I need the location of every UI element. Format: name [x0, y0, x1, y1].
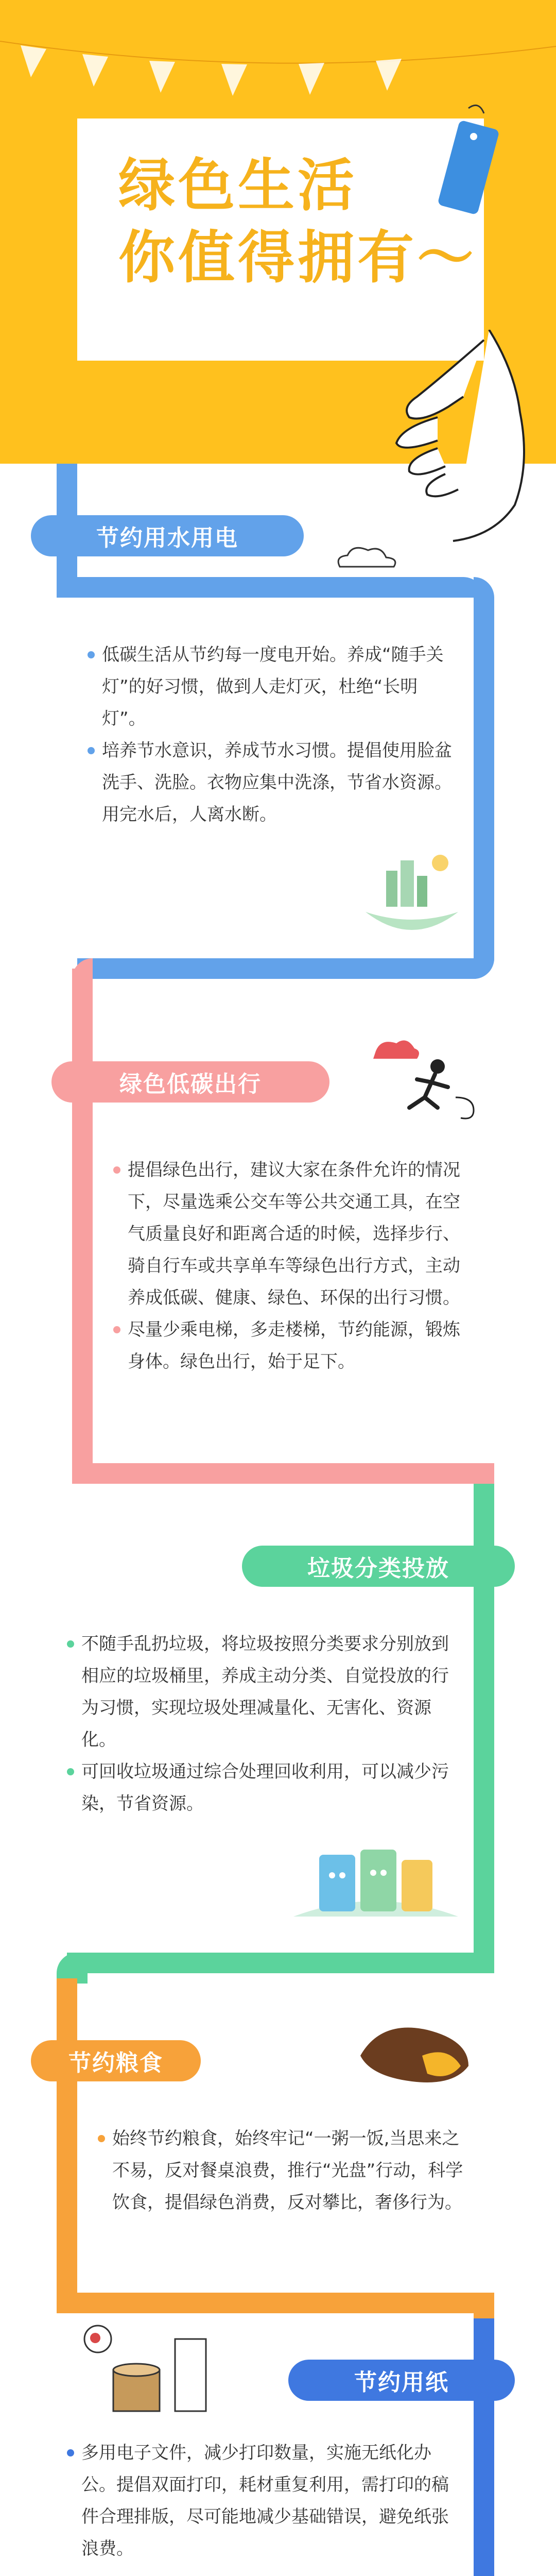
- section-5-label: 节约用纸: [288, 2360, 515, 2401]
- section-2-body: [113, 1154, 474, 1378]
- section-4-body: [98, 2123, 468, 2218]
- running-person-icon: [360, 1030, 494, 1133]
- cloud-icon: [329, 541, 402, 572]
- section-1-paragraph-1: 低碳生活从节约每一度电开始。养成“随手关灯”的好习惯，做到人走灯灭，杜绝“长明灯”。: [88, 639, 458, 735]
- section-2-label: 绿色低碳出行: [51, 1061, 329, 1103]
- recycle-bins-icon: [288, 1824, 463, 1927]
- price-tag-icon: [432, 103, 510, 227]
- path-pink-bottom: [72, 1463, 494, 1484]
- path-navy-right: [474, 2318, 494, 2576]
- section-2-paragraph-2: 尽量少乘电梯，多走楼梯，节约能源，锻炼身体。绿色出行，始于足下。: [113, 1314, 474, 1378]
- hand-drawing-icon: [360, 330, 556, 546]
- section-1-paragraph-2: 培养节水意识，养成节水习惯。提倡使用脸盆洗手、洗脸。衣物应集中洗涤，节省水资源。用完水后，人离水断。: [88, 735, 458, 831]
- section-3-paragraph-1: 不随手乱扔垃圾，将垃圾按照分类要求分别放到相应的垃圾桶里，养成主动分类、自觉投放的行为习惯，实现垃圾处理减量化、无害化、资源化。: [67, 1628, 458, 1756]
- path-orange-left: [57, 1978, 77, 2313]
- title-line-1: 绿色生活: [118, 152, 357, 218]
- section-5-body: [67, 2437, 458, 2565]
- eco-city-hands-icon: [355, 850, 468, 943]
- path-blue-right: [474, 577, 494, 979]
- section-3-body: [67, 1628, 458, 1820]
- path-green-bottom: [67, 1953, 494, 1973]
- section-3-label: 垃圾分类投放: [242, 1546, 515, 1587]
- section-1-body: [88, 639, 458, 831]
- section-4-paragraph-1: 始终节约粮食，始终牢记“一粥一饭,当思来之不易，反对餐桌浪费，推行“光盘”行动，科学饮食，提倡绿色消费，反对攀比，奢侈行为。: [98, 2123, 468, 2218]
- section-1-label: 节约用水用电: [31, 515, 304, 556]
- path-pink-left: [72, 969, 93, 1484]
- tree-stump-paper-icon: [67, 2308, 232, 2421]
- section-2-paragraph-1: 提倡绿色出行，建议大家在条件允许的情况下，尽量选乘公交车等公共交通工具，在空气质量良好和距离合适的时候，选择步行、骑自行车或共享单车等绿色出行方式，主动养成低碳、健康、绿色、环保的出行习惯。: [113, 1154, 474, 1314]
- page-title: [118, 149, 477, 294]
- section-3-paragraph-2: 可回收垃圾通过综合处理回收利用，可以减少污染，节省资源。: [67, 1756, 458, 1820]
- section-5-paragraph-1: 多用电子文件，减少打印数量，实施无纸化办公。提倡双面打印，耗材重复利用，需打印的稿件合理排版，尽可能地减少基础错误，避免纸张浪费。: [67, 2437, 458, 2565]
- title-line-2: 你值得拥有～: [118, 225, 477, 291]
- section-4-label: 节约粮食: [31, 2040, 201, 2081]
- path-blue-top: [57, 577, 484, 598]
- path-blue-bottom: [77, 958, 494, 979]
- sweet-potato-icon: [350, 2009, 484, 2097]
